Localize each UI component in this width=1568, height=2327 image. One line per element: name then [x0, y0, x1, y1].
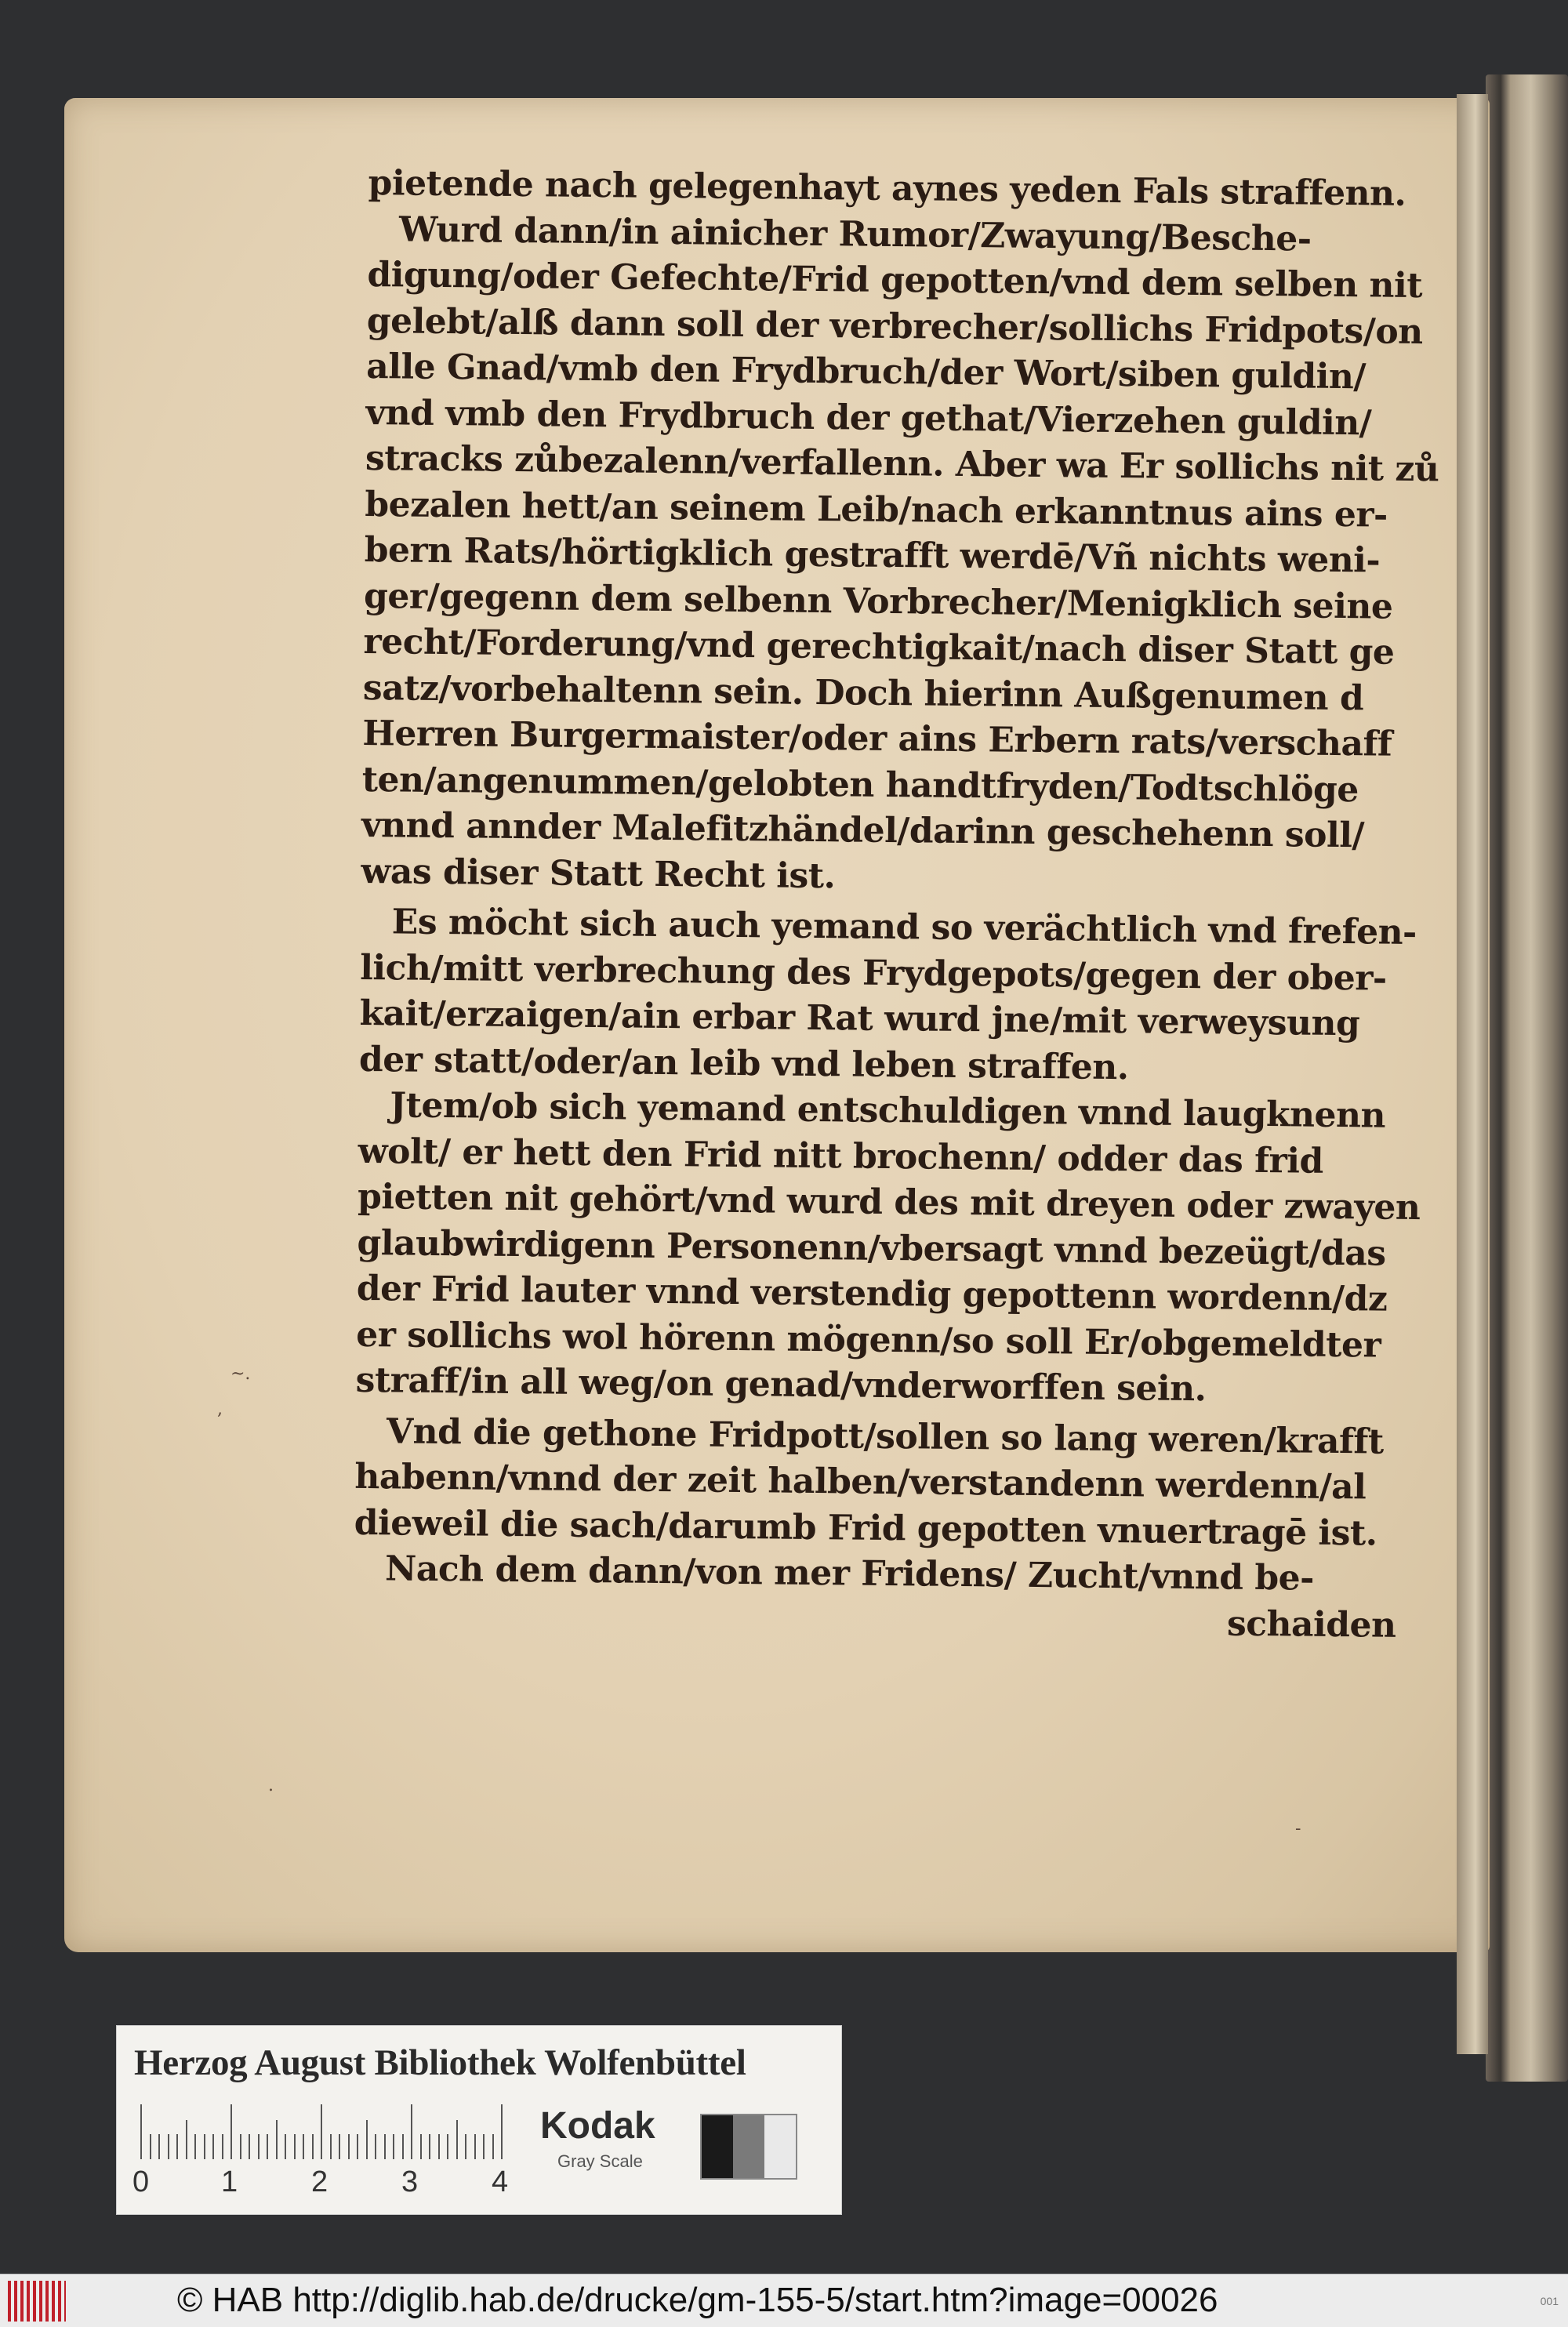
footer-bar: [0, 2274, 1568, 2327]
ruler-tick: [456, 2120, 458, 2159]
ruler-tick: [186, 2120, 187, 2159]
text-line: Es möcht sich auch yemand so verächtlich vnd frefen-: [391, 902, 1417, 953]
text-line: der statt/oder/an leib vnd leben straffen.: [358, 1039, 1129, 1087]
text-line: pietende nach gelegenhayt aynes yeden Fals straffenn.: [368, 162, 1406, 214]
footer-small-text: 001: [1540, 2295, 1559, 2307]
page-edge: [1457, 94, 1488, 2054]
page-text: [353, 161, 1439, 1649]
ruler-tick: [366, 2120, 368, 2159]
text-line: Herren Burgermaister/oder ains Erbern rats/verschaff: [362, 713, 1392, 764]
ruler-tick: [150, 2134, 151, 2159]
ruler-tick: [339, 2134, 340, 2159]
ruler-tick: [276, 2120, 278, 2159]
text-line: bezalen hett/an seinem Leib/nach erkanntnus ains er-: [365, 484, 1388, 535]
ruler-tick: [230, 2104, 232, 2159]
kodak-logo: Kodak: [540, 2105, 655, 2147]
text-line: satz/vorbehaltenn sein. Doch hierinn Außgenumen d: [362, 667, 1364, 718]
text-line: glaubwirdigenn Personenn/vbersagt vnnd bezeügt/das: [357, 1222, 1386, 1274]
text-line: alle Gnad/vmb den Frydbruch/der Wort/siben guldin/: [365, 346, 1367, 398]
text-line: er sollichs wol hörenn mögenn/so soll Er/obgemeldter: [356, 1314, 1381, 1366]
color-target: [116, 2025, 842, 2215]
text-line: was diser Statt Recht ist.: [361, 851, 836, 896]
ruler-tick: [285, 2134, 286, 2159]
ruler-tick: [258, 2134, 260, 2159]
text-line: der Frid lauter vnnd verstendig gepottenn wordenn/dz: [356, 1268, 1388, 1320]
gray-patch: [702, 2115, 733, 2178]
ruler-tick: [303, 2134, 304, 2159]
ruler-tick: [312, 2134, 314, 2159]
scale-number: 4: [492, 2165, 509, 2198]
ruler-tick: [411, 2104, 412, 2159]
ruler-tick: [267, 2134, 268, 2159]
text-line: vnnd annder Malefitzhändel/darinn geschehenn soll/: [361, 804, 1365, 856]
scale-number: 1: [221, 2165, 238, 2198]
ruler-tick: [140, 2104, 142, 2159]
page-speck: ~.: [230, 1364, 251, 1384]
ruler-tick: [375, 2134, 376, 2159]
text-line: ten/angenummen/gelobten handtfryden/Todtschlöge: [361, 759, 1359, 810]
ruler-tick: [204, 2134, 205, 2159]
hab-logo-icon: [8, 2281, 66, 2322]
gray-patches: [700, 2114, 797, 2180]
ruler-tick: [492, 2134, 494, 2159]
gray-patch: [733, 2115, 764, 2178]
scale-number: 0: [132, 2165, 150, 2198]
ruler-tick: [447, 2134, 448, 2159]
ruler-tick: [222, 2134, 223, 2159]
page-speck: ,: [217, 1399, 223, 1419]
text-line: dieweil die sach/darumb Frid gepotten vnuertragē ist.: [354, 1502, 1377, 1554]
text-line: Nach dem dann/von mer Fridens/ Zucht/vnnd be-: [384, 1548, 1315, 1599]
text-line: Jtem/ob sich yemand entschuldigen vnnd laugknenn: [390, 1085, 1386, 1136]
catchword: schaiden: [1226, 1603, 1396, 1646]
target-title: Herzog August Bibliothek Wolfenbüttel: [134, 2042, 746, 2083]
ruler-tick: [168, 2134, 169, 2159]
gray-scale-label: Gray Scale: [557, 2151, 643, 2171]
footer-link[interactable]: © HAB http://diglib.hab.de/drucke/gm-155-5/start.htm?image=00026: [177, 2281, 1218, 2319]
ruler-tick: [212, 2134, 214, 2159]
text-line: digung/oder Gefechte/Frid gepotten/vnd dem selben nit: [367, 254, 1423, 307]
ruler-tick: [330, 2134, 332, 2159]
page-speck: -: [1295, 1819, 1301, 1839]
text-line: stracks zůbezalenn/verfallenn. Aber wa Er sollichs nit zů: [365, 437, 1439, 490]
ruler-tick: [384, 2134, 386, 2159]
text-line: habenn/vnnd der zeit halben/verstandenn werdenn/al: [354, 1456, 1367, 1508]
text-line: straff/in all weg/on genad/vnderworffen sein.: [355, 1360, 1207, 1410]
ruler-tick: [294, 2134, 296, 2159]
text-line: kait/erzaigen/ain erbar Rat wurd jne/mit verweysung: [359, 993, 1360, 1044]
ruler-tick: [357, 2134, 358, 2159]
scale-number: 3: [401, 2165, 419, 2198]
ruler: [140, 2104, 548, 2159]
ruler-tick: [438, 2134, 440, 2159]
text-line: bern Rats/hörtigklich gestrafft werdē/Vñ nichts weni-: [364, 529, 1381, 581]
scale-number: 2: [311, 2165, 328, 2198]
ruler-tick: [348, 2134, 350, 2159]
text-line: Wurd dann/in ainicher Rumor/Zwayung/Besche-: [398, 209, 1312, 260]
text-line: ger/gegenn dem selbenn Vorbrecher/Menigklich seine: [363, 575, 1393, 627]
ruler-tick: [429, 2134, 430, 2159]
ruler-tick: [501, 2104, 503, 2159]
ruler-tick: [240, 2134, 241, 2159]
ruler-tick: [465, 2134, 466, 2159]
ruler-tick: [393, 2134, 394, 2159]
ruler-tick: [158, 2134, 160, 2159]
ruler-tick: [176, 2134, 178, 2159]
ruler-tick: [194, 2134, 196, 2159]
ruler-tick: [420, 2134, 422, 2159]
gray-patch: [764, 2115, 796, 2178]
text-line: recht/Forderung/vnd gerechtigkait/nach diser Statt ge: [363, 621, 1395, 673]
ruler-tick: [483, 2134, 485, 2159]
page-speck: .: [268, 1776, 274, 1795]
text-line: Vnd die gethone Fridpott/sollen so lang weren/krafft: [386, 1410, 1384, 1462]
text-line: wolt/ er hett den Frid nitt brochenn/ odder das frid: [358, 1131, 1324, 1182]
ruler-tick: [249, 2134, 250, 2159]
text-line: lich/mitt verbrechung des Frydgepots/gegen der ober-: [359, 947, 1387, 999]
ruler-tick: [321, 2104, 322, 2159]
text-line: vnd vmb den Frydbruch der gethat/Vierzehen guldin/: [365, 392, 1372, 443]
text-line: gelebt/alß dann soll der verbrecher/sollichs Fridpots/on: [366, 300, 1423, 352]
ruler-tick: [474, 2134, 476, 2159]
book-binding: [1486, 74, 1568, 2082]
ruler-tick: [402, 2134, 404, 2159]
text-line: pietten nit gehört/vnd wurd des mit dreyen oder zwayen: [357, 1176, 1421, 1229]
